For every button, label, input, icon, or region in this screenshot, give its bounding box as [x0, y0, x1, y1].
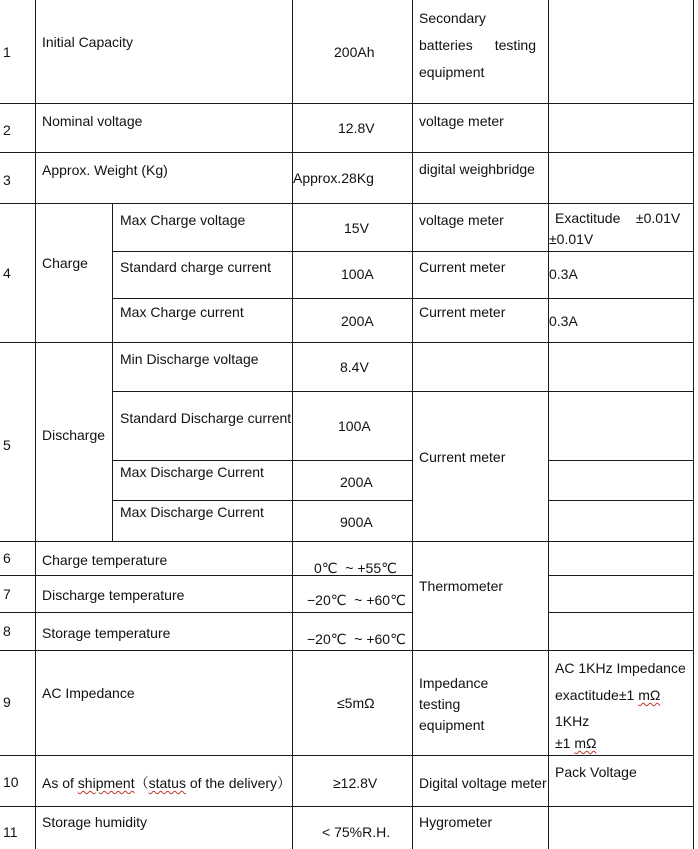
item-label: Max Charge current	[120, 304, 244, 320]
group-label: Discharge	[42, 427, 106, 443]
row-number: 3	[3, 172, 11, 188]
item-label: Storage humidity	[42, 814, 148, 830]
grid-line	[0, 541, 694, 542]
row-number: 9	[3, 694, 11, 710]
grid-line	[0, 755, 694, 756]
test-method: testing	[419, 696, 461, 712]
row-number: 2	[3, 122, 11, 138]
grid-line	[112, 203, 113, 541]
test-method: Current meter	[419, 259, 506, 275]
test-method: Thermometer	[419, 578, 504, 594]
grid-line	[412, 0, 413, 849]
test-method: batteries testing	[419, 37, 536, 53]
item-label: Charge temperature	[42, 552, 168, 568]
grid-line	[548, 575, 694, 576]
grid-line	[112, 298, 694, 299]
spec-value: ≤5mΩ	[337, 695, 375, 711]
test-method: Current meter	[419, 449, 506, 465]
test-method: equipment	[419, 717, 485, 733]
grid-line	[112, 391, 694, 392]
accuracy: Exactitude ±0.01V	[555, 210, 681, 226]
row-number: 7	[3, 586, 11, 602]
spec-value: −20℃ ~ +60℃	[307, 592, 406, 608]
grid-line	[548, 500, 694, 501]
spec-value: 200A	[340, 474, 373, 490]
item-label: Nominal voltage	[42, 113, 143, 129]
spec-value: ≥12.8V	[333, 775, 378, 791]
spec-value: 15V	[344, 220, 369, 236]
spec-value: 8.4V	[340, 359, 369, 375]
item-label: Approx. Weight (Kg)	[42, 162, 168, 178]
spec-value: 100A	[338, 418, 371, 434]
accuracy: AC 1KHz Impedance	[555, 660, 686, 676]
row-number: 5	[3, 437, 11, 453]
grid-line	[35, 0, 36, 849]
unit-milliohm: mΩ	[574, 735, 597, 751]
grid-line	[0, 650, 694, 651]
item-label: Storage temperature	[42, 625, 171, 641]
spec-value: −20℃ ~ +60℃	[307, 631, 406, 647]
test-method: equipment	[419, 64, 485, 80]
grid-line	[0, 342, 694, 343]
item-label: Initial Capacity	[42, 34, 134, 50]
grid-line	[548, 0, 549, 849]
accuracy: ±0.01V	[549, 231, 594, 247]
item-label: As of shipment（status of the delivery）	[42, 775, 292, 791]
test-method: Digital voltage meter	[419, 775, 547, 791]
item-label: Standard Discharge current	[120, 410, 292, 426]
spec-value: 900A	[340, 514, 373, 530]
item-label: Min Discharge voltage	[120, 351, 259, 367]
spec-value: 0℃ ~ +55℃	[314, 560, 397, 576]
group-label: Charge	[42, 255, 88, 271]
spec-value: 200A	[341, 313, 374, 329]
item-label: Discharge temperature	[42, 587, 185, 603]
row-number: 4	[3, 265, 11, 281]
row-number: 1	[3, 44, 11, 60]
row-number: 8	[3, 623, 11, 639]
row-number: 10	[3, 774, 19, 790]
spec-value: 12.8V	[338, 120, 375, 136]
accuracy: 0.3A	[549, 313, 578, 329]
test-method: digital weighbridge	[419, 161, 535, 177]
grid-line	[0, 152, 694, 153]
accuracy: 1KHz	[555, 713, 590, 729]
test-method: Hygrometer	[419, 814, 493, 830]
test-method: Current meter	[419, 304, 506, 320]
grid-line	[548, 460, 694, 461]
spec-value: 200Ah	[334, 44, 375, 60]
grid-line	[0, 103, 694, 104]
item-label: Max Discharge Current	[120, 504, 264, 520]
accuracy: 0.3A	[549, 266, 578, 282]
grid-line	[0, 203, 694, 204]
item-label: AC Impedance	[42, 685, 135, 701]
accuracy: exactitude±1 mΩ	[555, 687, 661, 703]
row-number: 6	[3, 550, 11, 566]
row-number: 11	[3, 824, 18, 840]
grid-line	[112, 500, 412, 501]
spec-value: 100A	[341, 266, 374, 282]
item-label: Standard charge current	[120, 259, 271, 275]
spec-value: Approx.28Kg	[293, 170, 374, 186]
accuracy: ±1 mΩ	[555, 735, 597, 751]
unit-milliohm: mΩ	[638, 687, 661, 703]
grid-line	[112, 251, 694, 252]
grid-line	[693, 0, 694, 849]
accuracy: Pack Voltage	[555, 764, 637, 780]
test-method: Secondary	[419, 10, 486, 26]
test-method: voltage meter	[419, 212, 504, 228]
test-method: Impedance	[419, 675, 489, 691]
grid-line	[112, 460, 412, 461]
item-label: Max Charge voltage	[120, 212, 246, 228]
spec-value: < 75%R.H.	[322, 824, 391, 840]
grid-line	[0, 806, 694, 807]
grid-line	[0, 612, 412, 613]
grid-line	[292, 0, 293, 849]
grid-line	[548, 612, 694, 613]
test-method: voltage meter	[419, 113, 504, 129]
item-label: Max Discharge Current	[120, 464, 264, 480]
